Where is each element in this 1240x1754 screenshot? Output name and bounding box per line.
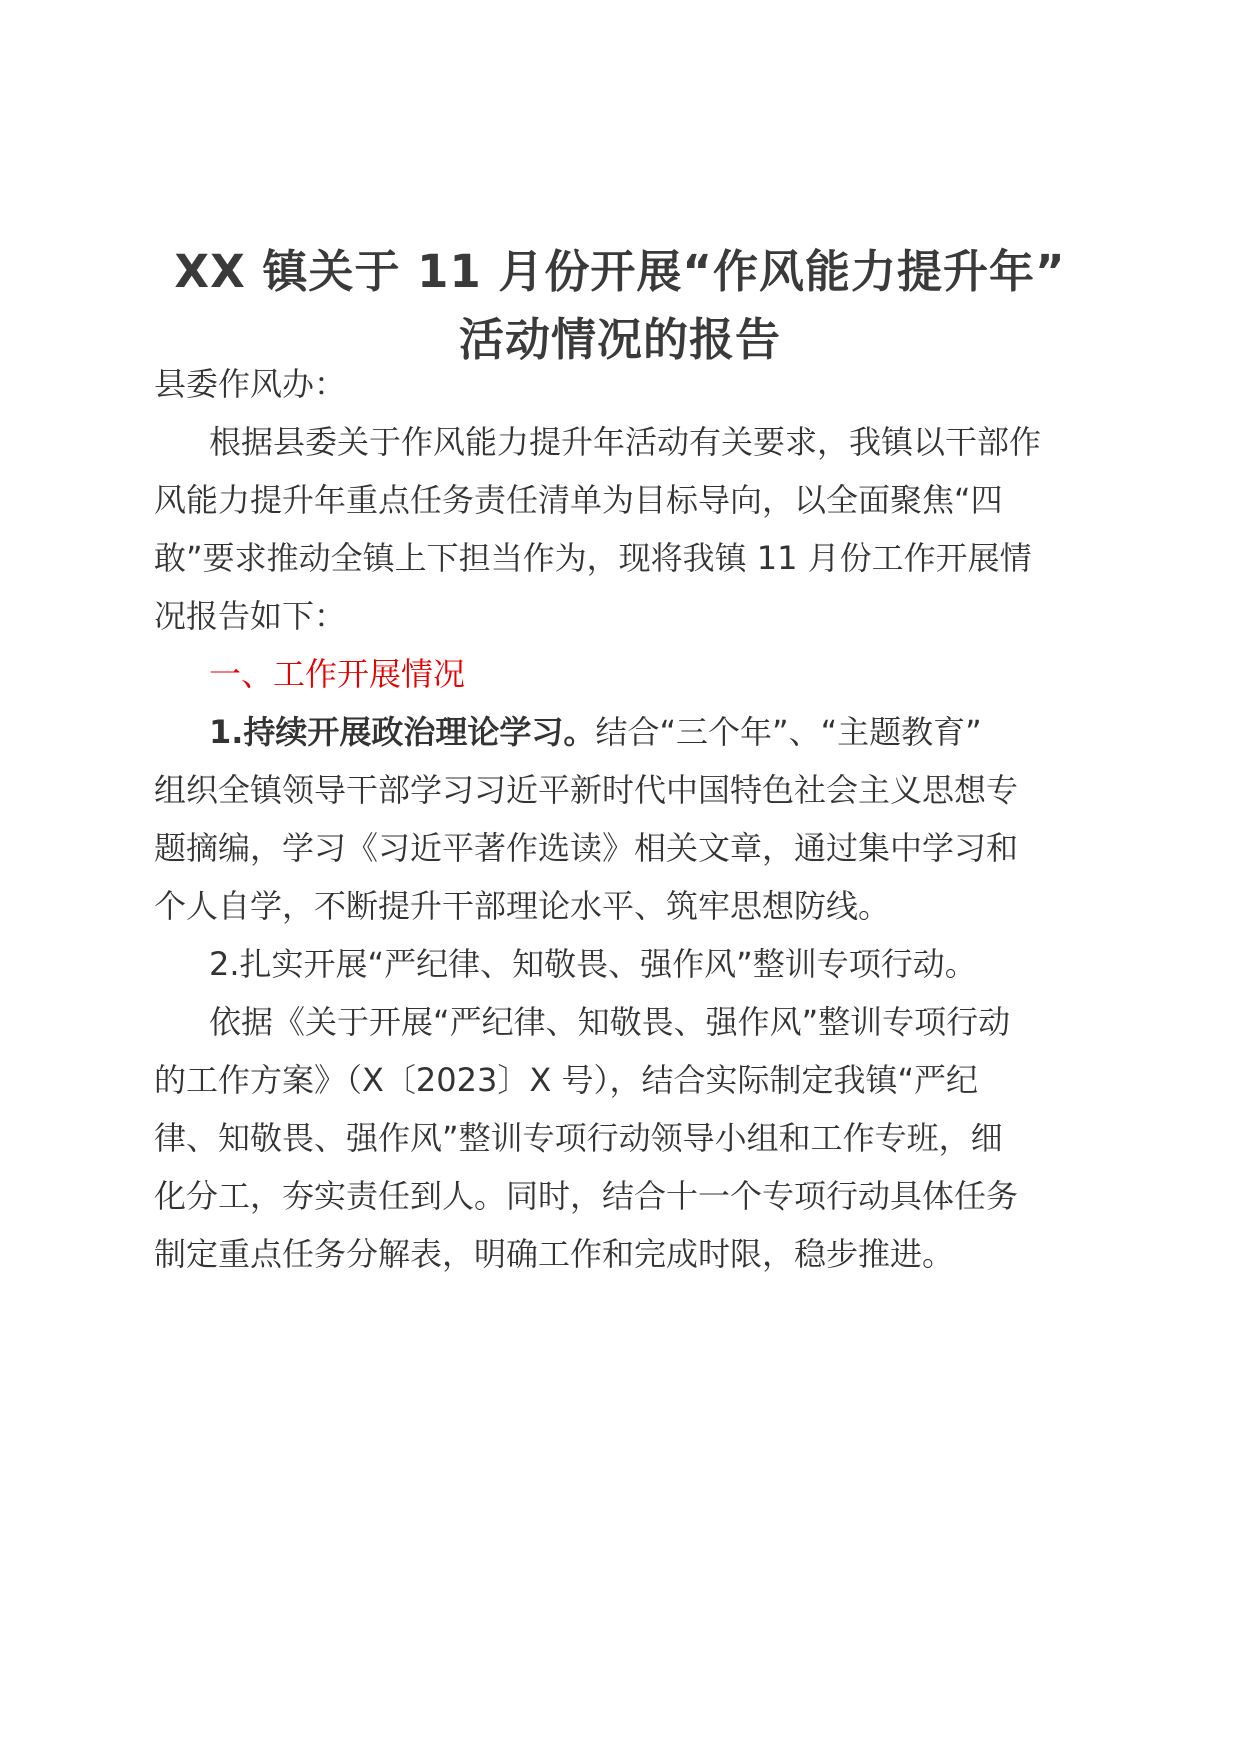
item-2-line-3: 律、知敬畏、强作风”整训专项行动领导小组和工作专班，细 — [154, 1119, 1003, 1157]
salutation: 县委作风办： — [154, 365, 347, 403]
item-2-line-2: 的工作方案》（X〔2023〕X 号），结合实际制定我镇“严纪 — [154, 1061, 979, 1099]
report-title-line-1: XX 镇关于 11 月份开展“作风能力提升年” — [174, 245, 1066, 298]
intro-line-2: 风能力提升年重点任务责任清单为目标导向，以全面聚焦“四 — [154, 481, 1003, 519]
item-1-line-2: 组织全镇领导干部学习习近平新时代中国特色社会主义思想专 — [154, 771, 1019, 809]
item-2-heading: 2.扎实开展“严纪律、知敬畏、强作风”整训专项行动。 — [209, 945, 977, 983]
intro-line-1: 根据县委关于作风能力提升年活动有关要求，我镇以干部作 — [209, 423, 1042, 461]
item-1-rest: 结合“三个年”、“主题教育” — [595, 713, 982, 751]
intro-line-3: 敢”要求推动全镇上下担当作为，现将我镇 11 月份工作开展情 — [154, 539, 1032, 577]
item-2-line-5: 制定重点任务分解表，明确工作和完成时限，稳步推进。 — [154, 1235, 955, 1273]
intro-line-4: 况报告如下： — [154, 597, 347, 635]
item-1-line-3: 题摘编，学习《习近平著作选读》相关文章，通过集中学习和 — [154, 829, 1019, 867]
item-1-line-4: 个人自学，不断提升干部理论水平、筑牢思想防线。 — [154, 887, 891, 925]
item-1-lead: 1.持续开展政治理论学习。 — [209, 713, 596, 751]
section-heading: 一、工作开展情况 — [209, 655, 466, 693]
report-title-line-2: 活动情况的报告 — [458, 313, 781, 366]
item-1-first-line — [209, 710, 982, 754]
item-2-line-4: 化分工，夯实责任到人。同时，结合十一个专项行动具体任务 — [154, 1177, 1019, 1215]
item-2-line-1: 依据《关于开展“严纪律、知敬畏、强作风”整训专项行动 — [209, 1003, 1011, 1041]
